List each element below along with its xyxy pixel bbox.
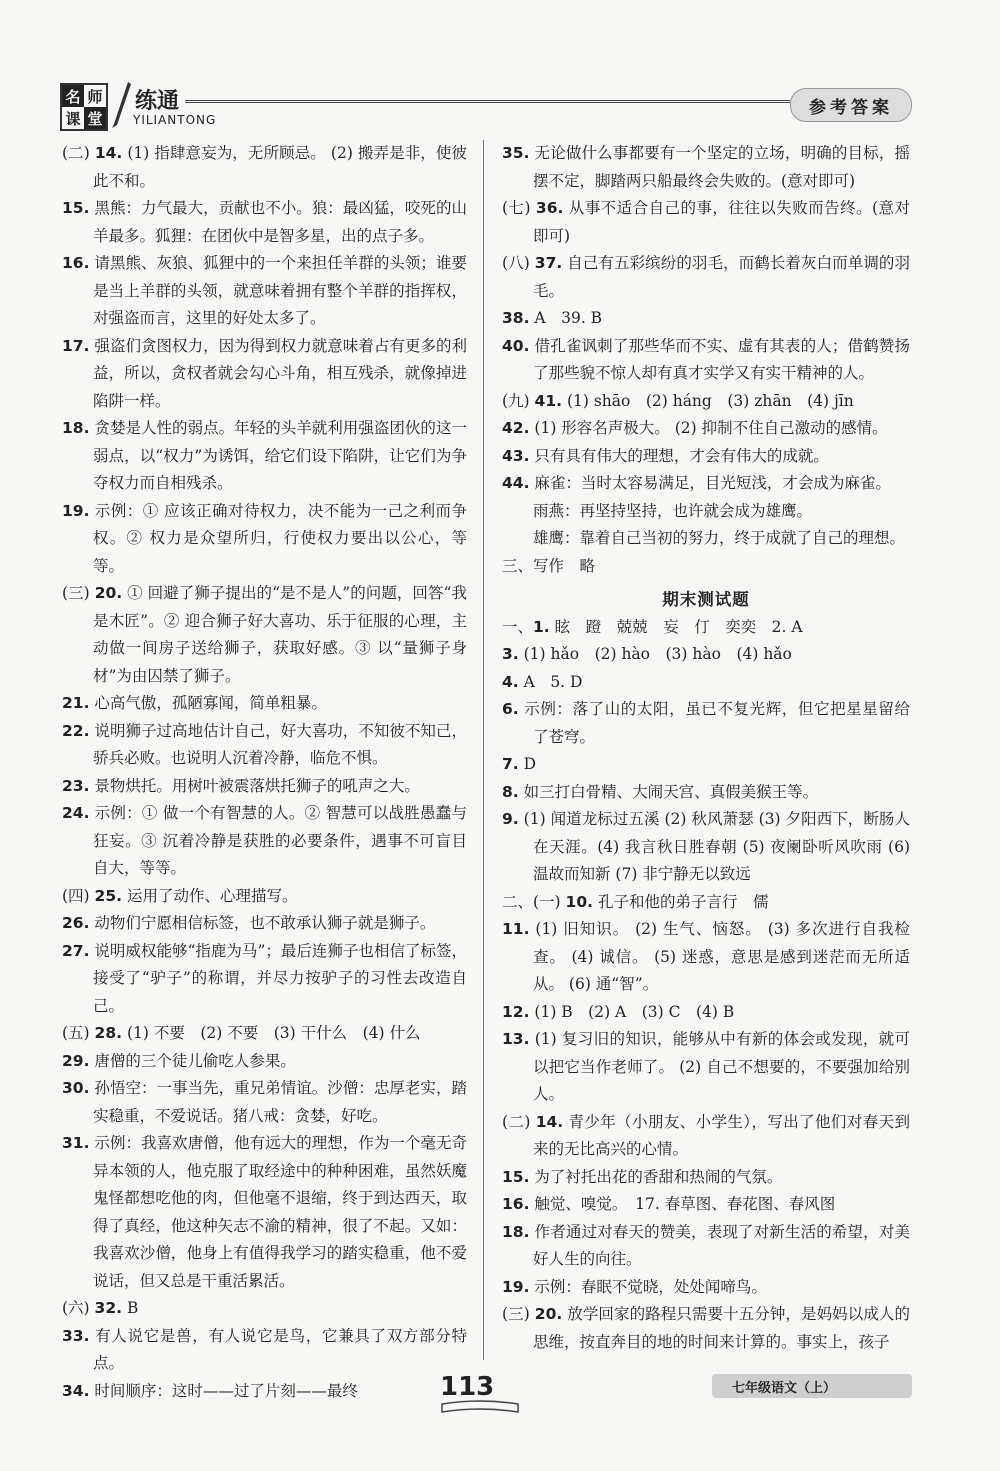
question-number: 28. <box>94 1024 122 1042</box>
question-number: 36. <box>535 199 564 217</box>
answer-text: (1) 指肆意妄为，无所顾忌。 (2) 搬弄是非，使彼此不和。 <box>93 144 467 190</box>
brand-subtitle: YILIANTONG <box>133 113 217 127</box>
answer-text: 从事不适合自己的事，往往以失败而告终。(意对即可) <box>533 199 910 245</box>
answer-text: (1) 闻道龙标过五溪 (2) 秋风萧瑟 (3) 夕阳西下，断肠人在天涯。(4) 我言秋日胜春朝 (5) 夜阑卧听风吹雨 (6) 温故而知新 (7) 非宁静无以致远 <box>523 810 910 883</box>
pen-icon <box>108 80 134 130</box>
answer-item <box>62 1020 467 1048</box>
answer-item <box>502 779 910 807</box>
question-number: 38. <box>502 309 530 327</box>
answer-text: 示例：春眠不觉晓，处处闻啼鸟。 <box>534 1277 767 1296</box>
question-number: 30. <box>62 1079 90 1097</box>
answer-text: A 39. B <box>534 309 603 327</box>
answer-text: 触觉、嗅觉。 17. 春草图、春花图、春风图 <box>534 1195 836 1213</box>
question-number: 18. <box>502 1222 530 1241</box>
answer-text: ① 回避了狮子提出的“是不是人”的问题，回答“我是木匠”。② 迎合狮子好大喜功、乐于征服的心理，主动做一间房子送给狮子，获取好感。③ 以“量狮子身材”为由囚禁了狮子。 <box>93 584 467 685</box>
answer-text: 贪婪是人性的弱点。年轻的头羊就利用强盗团伙的这一弱点，以“权力”为诱饵，给它们设下陷阱，让它们为争夺权力而自相残杀。 <box>93 419 467 492</box>
question-number: 16. <box>62 254 90 272</box>
answer-item <box>502 641 910 669</box>
question-number: 15. <box>502 1167 530 1186</box>
answer-text: 强盗们贪图权力，因为得到权力就意味着占有更多的利益，所以，贪权者就会勾心斗角，相互残杀，就像掉进陷阱一样。 <box>93 336 467 410</box>
brand-title: 练通 <box>135 89 180 114</box>
page-number: 113 <box>440 1372 495 1402</box>
question-number: 22. <box>62 721 90 740</box>
answer-item <box>502 1274 910 1302</box>
answer-item <box>502 1109 910 1164</box>
question-number: 26. <box>62 914 90 932</box>
answer-item <box>502 388 910 416</box>
answer-text: 示例：落了山的太阳，虽已不复光辉，但它把星星留给了苍穹。 <box>524 700 910 746</box>
answer-item <box>502 140 910 195</box>
answer-text: B <box>126 1299 139 1317</box>
answer-item <box>502 696 910 751</box>
section-marker: 一、 <box>502 617 534 636</box>
answer-text: 眩 蹬 兢兢 妄 仃 奕奕 2. A <box>554 617 803 636</box>
question-number: 6. <box>502 700 519 718</box>
answer-text: 孔子和他的弟子言行 儒 <box>597 892 769 911</box>
answer-item <box>502 1164 910 1192</box>
answer-text: 时间顺序：这时——过了片刻——最终 <box>94 1381 358 1400</box>
answer-text: 孙悟空：一事当先，重兄弟情谊。沙僧：忠厚老实，踏实稳重，不爱说话。猪八戒：贪婪，好吃。 <box>93 1079 467 1125</box>
section-marker: (七) <box>502 199 536 217</box>
answer-text: 景物烘托。用树叶被震落烘托狮子的吼声之大。 <box>94 776 420 795</box>
section-marker: (八) <box>502 254 535 272</box>
answer-item <box>502 1191 910 1219</box>
question-number: 19. <box>502 1277 530 1296</box>
answer-text: (1) B (2) A (3) C (4) B <box>534 1002 735 1021</box>
answer-item <box>62 800 467 883</box>
answer-text: 如三打白骨精、大闹天宫、真假美猴王等。 <box>523 782 819 801</box>
answer-item <box>502 806 910 889</box>
question-number: 37. <box>534 254 563 272</box>
grade-label: 七年级语文（上） <box>712 1374 912 1398</box>
question-number: 21. <box>62 694 90 712</box>
answer-text: (1) shāo (2) háng (3) zhān (4) jīn <box>566 391 854 410</box>
answer-item <box>502 250 910 305</box>
question-number: 41. <box>534 391 562 410</box>
answer-item <box>502 916 910 999</box>
answer-text: (1) 形容名声极大。 (2) 抑制不住自己激动的感情。 <box>534 419 888 437</box>
answer-item <box>62 195 467 250</box>
answer-text: 运用了动作、心理描写。 <box>126 886 298 905</box>
answer-text: 说明狮子过高地估计自己，好大喜功，不知彼不知己，骄兵必败。也说明人沉着冷静，临危不惧。 <box>93 721 467 767</box>
answer-text: A 5. D <box>523 672 583 691</box>
brand-logo <box>60 83 108 131</box>
answer-text: 示例：我喜欢唐僧，他有远大的理想，作为一个毫无奇异本领的人，他克服了取经途中的种种困难，虽然妖魔鬼怪都想吃他的肉，但他毫不退缩，终于到达西天，取得了真经，他这种矢志不渝的精神，很了不起。又如：我喜欢沙僧，他身上有值得我学习的踏实稳重，他不爱说话，但又总是干重活累活。 <box>93 1134 467 1290</box>
question-number: 20. <box>94 584 123 602</box>
question-number: 9. <box>502 810 519 828</box>
answer-item <box>62 910 467 938</box>
answer-text: 示例：① 做一个有智慧的人。② 智慧可以战胜愚蠢与狂妄。③ 沉着冷静是获胜的必要条件，遇事不可盲目自大，等等。 <box>93 804 467 877</box>
page-header <box>0 0 1000 140</box>
answer-text: 说明威权能够“指鹿为马”；最后连狮子也相信了标签，接受了“驴子”的称谓，并尽力按驴子的习性去改造自己。 <box>93 941 467 1015</box>
logo-char: 堂 <box>84 107 106 129</box>
question-number: 34. <box>62 1381 90 1400</box>
answer-item <box>62 415 467 498</box>
question-number: 40. <box>502 336 530 355</box>
answer-item <box>62 580 467 690</box>
question-number: 8. <box>502 782 519 801</box>
answer-text: 黑熊：力气最大，贡献也不小。狼：最凶猛，咬死的山羊最多。狐狸：在团伙中是智多星，出的点子多。 <box>93 199 467 245</box>
section-marker: (二) <box>502 1112 536 1131</box>
column-divider <box>483 140 484 1360</box>
answer-item <box>62 883 467 911</box>
answer-item <box>502 1219 910 1274</box>
question-number: 19. <box>62 501 90 520</box>
answer-item <box>502 195 910 250</box>
answer-item <box>502 751 910 779</box>
question-number: 4. <box>502 672 519 691</box>
answer-text: 无论做什么事都要有一个坚定的立场，明确的目标，摇摆不定，脚踏两只船最终会失败的。(意对即可) <box>533 144 910 190</box>
question-number: 42. <box>502 419 530 437</box>
answer-text: D <box>523 755 537 773</box>
question-number: 25. <box>94 886 122 905</box>
answer-text: 唐僧的三个徒儿偷吃人参果。 <box>94 1051 296 1070</box>
reference-answers-tab: 参考答案 <box>790 88 912 122</box>
question-number: 35. <box>502 144 530 162</box>
question-number: 20. <box>534 1305 563 1323</box>
answer-text: (1) 旧知识。 (2) 生气、恼怒。 (3) 多次进行自我检查。 (4) 诚信。 (5) 迷惑，意思是感到迷茫而无所适从。 (6) 通“智”。 <box>533 920 910 993</box>
answer-item <box>502 333 910 388</box>
answer-item <box>62 1048 467 1076</box>
book-icon <box>440 1400 520 1416</box>
answer-line: 雄鹰：靠着自己当初的努力，终于成就了自己的理想。 <box>533 529 906 547</box>
answer-text: 作者通过对春天的赞美，表现了对新生活的希望，对美好人生的向往。 <box>533 1222 910 1268</box>
section-marker: (四) <box>62 886 95 905</box>
page-footer <box>0 1360 1000 1471</box>
question-number: 43. <box>502 446 530 465</box>
answer-text: 有人说它是兽，有人说它是鸟，它兼具了双方部分特点。 <box>93 1326 467 1372</box>
section-marker: (九) <box>502 391 535 410</box>
answer-item <box>62 1295 467 1323</box>
answer-line: 三、写作 略 <box>502 556 596 575</box>
question-number: 16. <box>502 1195 530 1213</box>
question-number: 44. <box>502 474 530 492</box>
answer-text: 放学回家的路程只需要十五分钟，是妈妈以成人的思维，按直奔目的地的时间来计算的。事实上，孩子 <box>533 1305 910 1351</box>
answer-item <box>62 140 467 195</box>
answer-item <box>62 250 467 333</box>
section-title: 期末测试题 <box>662 590 750 609</box>
answer-item <box>62 1130 467 1295</box>
question-number: 12. <box>502 1002 530 1021</box>
answer-item <box>62 333 467 416</box>
question-number: 24. <box>62 804 90 822</box>
answer-text: 动物们宁愿相信标签，也不敢承认狮子就是狮子。 <box>94 914 436 932</box>
answer-text: 借孔雀讽刺了那些华而不实、虚有其表的人；借鹤赞扬了那些貌不惊人却有真才实学又有实干精神的人。 <box>533 336 910 382</box>
answer-text: 为了衬托出花的香甜和热闹的气氛。 <box>534 1167 783 1186</box>
question-number: 15. <box>62 199 90 217</box>
answer-text: 心高气傲，孤陋寡闻，简单粗暴。 <box>94 694 327 712</box>
right-column <box>502 140 910 1356</box>
section-marker: (三) <box>62 584 95 602</box>
question-number: 1. <box>533 617 550 636</box>
answer-text: 自己有五彩缤纷的羽毛，而鹤长着灰白而单调的羽毛。 <box>533 254 910 300</box>
answer-text: 麻雀：当时太容易满足，目光短浅，才会成为麻雀。 <box>534 474 891 492</box>
question-number: 14. <box>535 1112 564 1131</box>
header-rule <box>185 100 790 103</box>
question-number: 33. <box>62 1326 90 1345</box>
answer-item <box>62 938 467 1021</box>
question-number: 14. <box>94 144 123 162</box>
question-number: 3. <box>502 645 519 663</box>
answer-item <box>502 889 910 917</box>
answer-item <box>502 999 910 1027</box>
answer-line: 雨燕：再坚持坚持，也许就会成为雄鹰。 <box>533 501 813 520</box>
answer-item <box>502 1026 910 1109</box>
logo-char: 师 <box>87 87 103 106</box>
answer-item <box>502 443 910 471</box>
logo-char: 名 <box>62 85 84 107</box>
answer-text: 示例：① 应该正确对待权力，决不能为一己之利而争权。② 权力是众望所归，行使权力要出以公心，等等。 <box>93 501 467 575</box>
answer-item <box>502 470 910 498</box>
section-marker: 二、(一) <box>502 892 566 911</box>
question-number: 10. <box>565 892 593 911</box>
left-column <box>62 140 467 1405</box>
question-number: 23. <box>62 776 90 795</box>
section-marker: (五) <box>62 1024 95 1042</box>
answer-text: (1) 不要 (2) 不要 (3) 干什么 (4) 什么 <box>126 1024 421 1042</box>
answer-text: 只有具有伟大的理想，才会有伟大的成就。 <box>534 446 829 465</box>
answer-text: (1) 复习旧的知识，能够从中有新的体会或发现，就可以把它当作老师了。 (2) 自己不想要的，不要强加给别人。 <box>533 1030 910 1103</box>
answer-text: 青少年（小朋友、小学生），写出了他们对春天到来的无比高兴的心情。 <box>533 1112 910 1158</box>
question-number: 13. <box>502 1030 530 1048</box>
answer-item <box>502 305 910 333</box>
answer-item <box>62 498 467 581</box>
answer-item <box>62 690 467 718</box>
answer-item <box>502 1301 910 1356</box>
question-number: 31. <box>62 1134 90 1152</box>
question-number: 18. <box>62 419 90 437</box>
answer-item <box>502 415 910 443</box>
question-number: 29. <box>62 1051 90 1070</box>
answer-text: (1) hǎo (2) hào (3) hào (4) hǎo <box>523 645 792 663</box>
section-marker: (六) <box>62 1299 95 1317</box>
question-number: 17. <box>62 336 90 355</box>
section-marker: (三) <box>502 1305 535 1323</box>
logo-char: 课 <box>65 109 81 128</box>
question-number: 7. <box>502 755 519 773</box>
answer-item <box>62 773 467 801</box>
answer-item <box>62 1075 467 1130</box>
answer-item <box>62 718 467 773</box>
answer-item <box>502 669 910 697</box>
answer-item <box>502 614 910 642</box>
answer-text: 请黑熊、灰狼、狐狸中的一个来担任羊群的头领；谁要是当上羊群的头领，就意味着拥有整个羊群的指挥权，对强盗而言，这里的好处太多了。 <box>93 254 467 327</box>
section-marker: (二) <box>62 144 95 162</box>
question-number: 27. <box>62 941 90 960</box>
question-number: 32. <box>94 1299 122 1317</box>
question-number: 11. <box>502 920 530 938</box>
